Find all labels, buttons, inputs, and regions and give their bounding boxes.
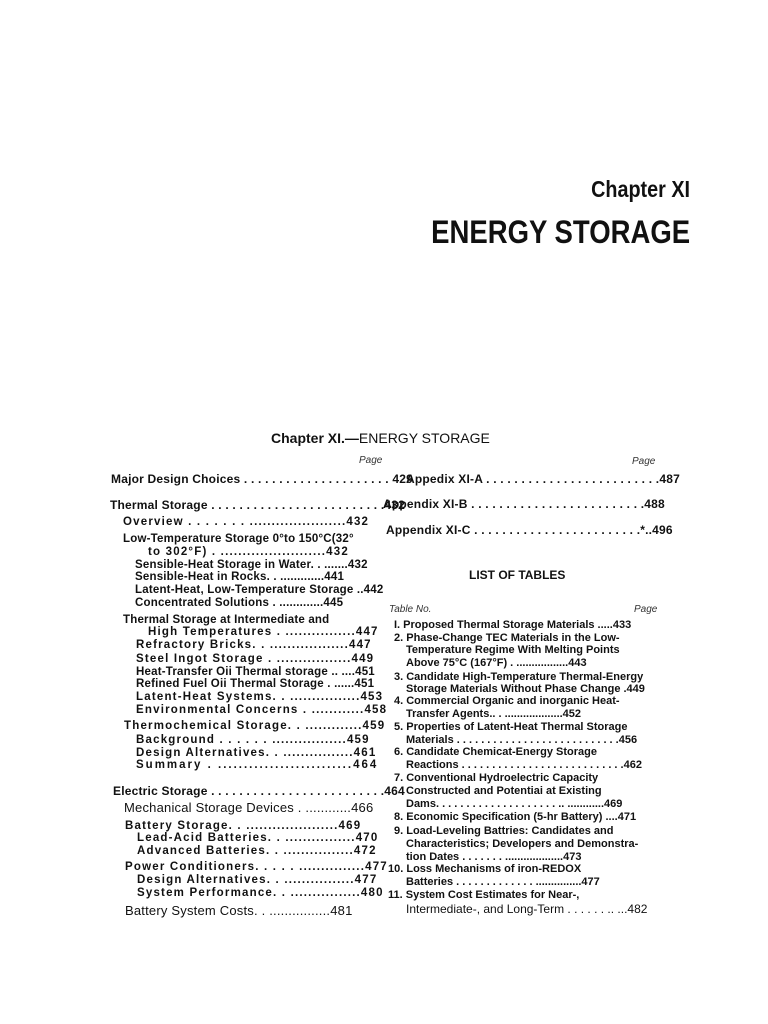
table-list-line: Materials . . . . . . . . . . . . . . . . . . . . . . . . . . .456 xyxy=(406,734,638,746)
table-list-line: I. Proposed Thermal Storage Materials .....433 xyxy=(394,619,632,631)
table-list-line: Dams. . . . . . . . . . . . . . . . . . . . .. ............469 xyxy=(406,798,623,810)
table-list-line: Intermediate-, and Long-Term . . . . . . .. ...482 xyxy=(406,902,648,916)
toc-entry: Refined Fuel Oii Thermal Storage . ......451 xyxy=(136,678,375,690)
table-page-column-header: Page xyxy=(634,604,658,615)
toc-entry: System Performance. . ................480 xyxy=(137,887,384,899)
toc-entry: Power Conditioners. . . . . ...............477 xyxy=(125,861,388,873)
toc-heading-prefix: Chapter XI.— xyxy=(271,430,359,446)
appendix-entry: Appedix XI-A . . . . . . . . . . . . . . . . . . . . . . . . .487 xyxy=(406,472,680,486)
list-of-tables-heading: LIST OF TABLES xyxy=(469,568,566,582)
toc-entry: Mechanical Storage Devices . ............466 xyxy=(124,800,374,815)
toc-entry: Overview . . . . . . . ......................432 xyxy=(123,516,370,528)
page-column-header-left: Page xyxy=(359,455,383,466)
toc-heading-title: ENERGY STORAGE xyxy=(358,430,490,446)
toc-entry: Battery System Costs. . ................481 xyxy=(125,903,353,918)
table-list-line: 2. Phase-Change TEC Materials in the Low- xyxy=(394,632,620,644)
chapter-title: ENERGY STORAGE xyxy=(431,214,690,250)
toc-entry: Concentrated Solutions . .............445 xyxy=(135,597,344,609)
table-list-line: Characteristics; Developers and Demonstra- xyxy=(406,838,639,850)
table-list-line: Storage Materials Without Phase Change .449 xyxy=(406,683,645,695)
table-list-line: Batteries . . . . . . . . . . . . . ...............477 xyxy=(406,876,600,888)
toc-entry: Design Alternatives. . ................477 xyxy=(137,874,378,886)
toc-entry: Advanced Batteries. . ................472 xyxy=(137,845,377,857)
table-list-line: 6. Candidate Chemicat-Energy Storage xyxy=(394,746,597,758)
toc-entry: Latent-Heat Systems. . ................453 xyxy=(136,691,384,703)
toc-entry: Environmental Concerns . ............458 xyxy=(136,704,388,716)
toc-entry: Thermochemical Storage. . .............459 xyxy=(124,720,386,732)
table-list-line: 7. Conventional Hydroelectric Capacity xyxy=(394,772,599,784)
toc-entry: to 302°F) . ........................432 xyxy=(148,546,349,558)
table-list-line: 9. Load-Leveling Battries: Candidates and xyxy=(394,825,614,837)
chapter-label: Chapter XI xyxy=(591,176,690,202)
page-column-header-right: Page xyxy=(632,456,656,467)
table-list-line: 4. Commercial Organic and inorganic Heat- xyxy=(394,695,620,707)
table-list-line: Above 75°C (167°F) . .................443 xyxy=(406,657,587,669)
appendix-entry: Appendix XI-B . . . . . . . . . . . . . . . . . . . . . . . . .488 xyxy=(383,497,665,511)
table-list-line: 3. Candidate High-Temperature Thermal-Energy xyxy=(394,671,644,683)
toc-entry: Design Alternatives. . ................461 xyxy=(136,747,377,759)
toc-entry: Background . . . . . . .................459 xyxy=(136,734,370,746)
toc-entry: Major Design Choices . . . . . . . . . . . . . . . . . . . . . 429 xyxy=(111,472,413,486)
toc-entry: Sensible-Heat in Rocks. . .............441 xyxy=(135,571,345,583)
toc-entry: Refractory Bricks. . ..................447 xyxy=(136,639,372,651)
toc-entry: Electric Storage . . . . . . . . . . . . . . . . . . . . . . . . .464 xyxy=(113,784,405,798)
toc-entry: Thermal Storage . . . . . . . . . . . . . . . . . . . . . . . . .432 xyxy=(110,498,406,512)
toc-entry: Latent-Heat, Low-Temperature Storage ..442 xyxy=(135,584,384,596)
toc-entry: Lead-Acid Batteries. . ................470 xyxy=(137,832,379,844)
table-list-line: Transfer Agents.. . ...................452 xyxy=(406,708,582,720)
table-number-column-header: Table No. xyxy=(389,604,432,615)
table-list-line: 10. Loss Mechanisms of iron-REDOX xyxy=(388,863,582,875)
toc-entry: Battery Storage. . .....................469 xyxy=(125,820,362,832)
toc-heading xyxy=(271,430,490,446)
toc-entry: Low-Temperature Storage 0°to 150°C(32° xyxy=(123,533,354,545)
toc-entry: Thermal Storage at Intermediate and xyxy=(123,614,330,626)
appendix-entry: Appendix XI-C . . . . . . . . . . . . . . . . . . . . . . . .*..496 xyxy=(386,523,673,537)
table-list-line: 5. Properties of Latent-Heat Thermal Storage xyxy=(394,721,628,733)
table-list-line: Constructed and Potentiai at Existing xyxy=(406,785,602,797)
toc-entry: Sensible-Heat Storage in Water. . .......432 xyxy=(135,559,368,571)
table-list-line: 11. System Cost Estimates for Near-, xyxy=(388,889,580,901)
toc-entry: Heat-Transfer Oii Thermal storage .. ....451 xyxy=(136,666,375,678)
toc-entry: Summary . ..........................464 xyxy=(136,759,379,771)
table-list-line: 8. Economic Specification (5-hr Battery) ....471 xyxy=(394,811,637,823)
table-list-line: Temperature Regime With Melting Points xyxy=(406,644,620,656)
table-list-line: Reactions . . . . . . . . . . . . . . . . . . . . . . . . . . .462 xyxy=(406,759,642,771)
table-list-line: tion Dates . . . . . . . ...................473 xyxy=(406,851,582,863)
toc-entry: High Temperatures . ................447 xyxy=(148,626,379,638)
toc-entry: Steel Ingot Storage . .................449 xyxy=(136,653,375,665)
